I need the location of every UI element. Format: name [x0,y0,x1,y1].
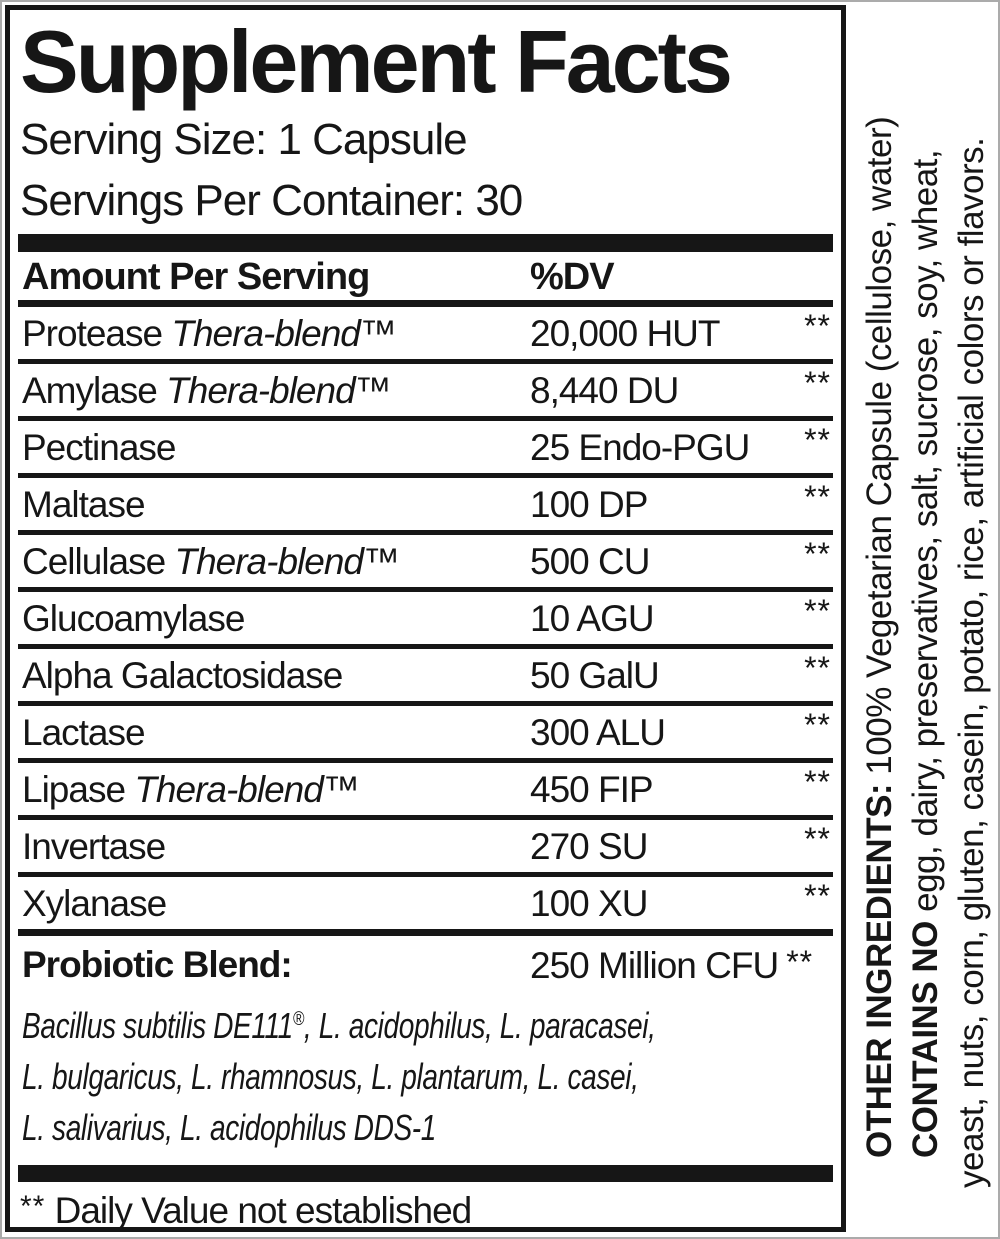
ingredient-amount: 25 Endo-PGU [530,427,750,468]
table-row [18,478,833,535]
probiotic-name: Probiotic Blend: [22,944,292,985]
footnote-asterisks: ** [20,1190,46,1223]
tm-symbol: ™ [354,370,392,411]
ingredient-amount: 450 FIP [530,769,653,810]
table-row [18,535,833,592]
contains-no-line [903,28,949,1158]
ingredient-amount: 20,000 HUT [530,313,720,354]
other-ingredients-text: 100% Vegetarian Capsule (cellulose, water) [860,116,899,784]
ingredient-amount: 100 XU [530,883,648,924]
trademark-name: Thera-blend [134,769,323,810]
ingredient-name: Maltase [22,484,145,525]
contains-no-label: CONTAINS NO [906,921,945,1158]
probiotic-description [18,986,833,1153]
ingredient-amount: 270 SU [530,826,648,867]
panel-title: Supplement Facts [20,12,730,111]
ingredient-amount: 300 ALU [530,712,665,753]
table-row [18,307,833,364]
probiotic-strain-line: L. salivarius, L. acidophilus DDS-1 [22,1107,436,1148]
table-row [18,649,833,706]
table-row [18,763,833,820]
table-row [18,706,833,763]
other-ingredients-panel [857,28,995,1188]
ingredient-dv: ** [804,479,831,515]
header-amount-per-serving: Amount Per Serving [22,256,370,298]
probiotic-dv: ** [786,944,814,980]
trademark-name: Thera-blend [166,370,355,411]
ingredient-amount: 8,440 DU [530,370,679,411]
table-row [18,592,833,649]
ingredient-name: Glucoamylase [22,598,245,639]
probiotic-row [18,936,833,986]
ingredient-dv: ** [804,365,831,401]
ingredient-name: Alpha Galactosidase [22,655,343,696]
ingredient-dv: ** [804,764,831,800]
ingredient-amount: 10 AGU [530,598,654,639]
ingredient-name: Amylase Thera-blend™ [22,370,392,411]
divider-bar-top [18,234,833,252]
ingredient-dv: ** [804,821,831,857]
tm-symbol: ™ [359,313,397,354]
table-row [18,364,833,421]
contains-no-text: egg, dairy, preservatives, salt, sucrose, soy, wheat, [906,149,945,922]
ingredient-dv: ** [804,308,831,344]
ingredient-name: Cellulase Thera-blend™ [22,541,400,582]
ingredient-amount: 500 CU [530,541,650,582]
table-row [18,877,833,929]
ingredient-dv: ** [804,422,831,458]
supplement-facts-panel [5,5,846,1232]
registered-symbol: ® [292,1008,304,1030]
header-dv: %DV [530,256,614,298]
enzyme-rows [10,307,841,929]
ingredient-name: Protease Thera-blend™ [22,313,397,354]
daily-value-footnote [20,1190,833,1232]
ingredient-name: Lipase Thera-blend™ [22,769,360,810]
probiotic-strain-line: Bacillus subtilis DE111®, L. acidophilus, L. paracasei, [22,1005,656,1046]
table-header [18,252,833,307]
serving-size: Serving Size: 1 Capsule [20,115,467,164]
other-ingredients-label: OTHER INGREDIENTS: [860,783,899,1158]
ingredient-name: Pectinase [22,427,176,468]
probiotic-amount-value: 250 Million CFU [530,945,779,986]
ingredient-dv: ** [804,593,831,629]
divider-bar-bottom [18,1165,833,1182]
ingredient-dv: ** [804,707,831,743]
contains-no-line-2: yeast, nuts, corn, gluten, casein, potato, rice, artificial colors or flavors. [952,137,991,1188]
probiotic-section [18,929,833,1153]
ingredient-name: Xylanase [22,883,167,924]
ingredient-name: Invertase [22,826,166,867]
ingredient-amount: 50 GalU [530,655,659,696]
ingredient-dv: ** [804,878,831,914]
ingredient-amount: 100 DP [530,484,648,525]
tm-symbol: ™ [363,541,400,582]
ingredient-dv: ** [804,650,831,686]
ingredient-name: Lactase [22,712,145,753]
other-ingredients-line [857,28,903,1158]
footnote-text: Daily Value not established [45,1190,472,1231]
table-row [18,421,833,478]
table-row [18,820,833,877]
tm-symbol: ™ [322,769,360,810]
trademark-name: Thera-blend [174,541,363,582]
trademark-name: Thera-blend [171,313,360,354]
servings-per-container: Servings Per Container: 30 [20,176,523,225]
probiotic-strain-line: L. bulgaricus, L. rhamnosus, L. plantarum, L. casei, [22,1056,639,1097]
ingredient-dv: ** [804,536,831,572]
probiotic-amount [530,944,813,987]
